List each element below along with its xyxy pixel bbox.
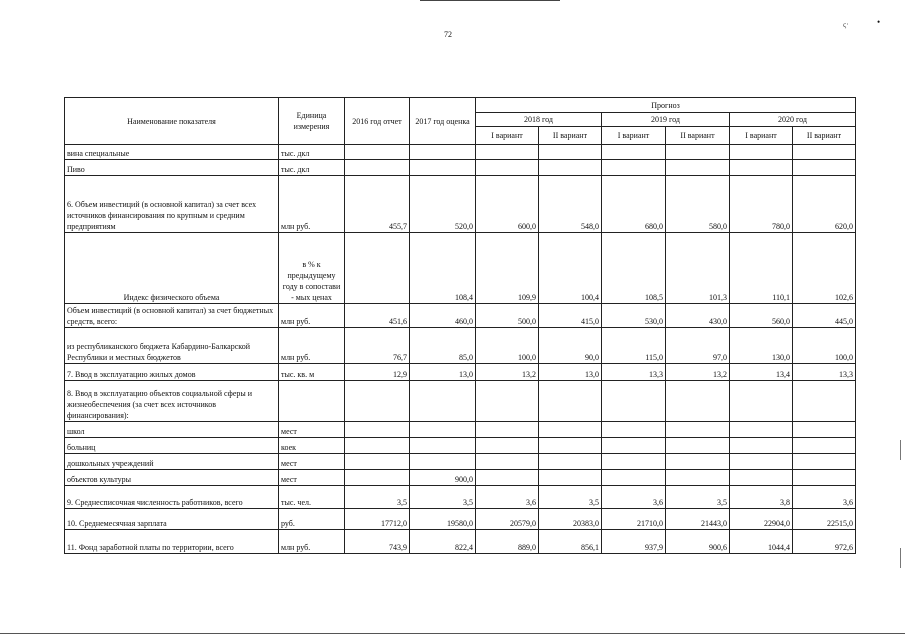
header-variant-2: II вариант <box>539 127 602 145</box>
row-value <box>539 438 602 454</box>
row-value: 100,4 <box>539 233 602 304</box>
row-value: 20579,0 <box>476 509 539 530</box>
row-value: 560,0 <box>730 304 793 328</box>
scan-mark: • <box>877 17 881 27</box>
scan-edge <box>900 440 901 460</box>
row-value: 13,0 <box>410 364 476 381</box>
row-value: 3,6 <box>793 486 856 509</box>
table-row <box>65 470 856 486</box>
row-unit: млн руб. <box>279 304 345 328</box>
row-value <box>730 422 793 438</box>
row-value: 76,7 <box>345 328 410 364</box>
row-value <box>345 233 410 304</box>
row-value <box>345 470 410 486</box>
row-value: 3,5 <box>539 486 602 509</box>
row-value: 856,1 <box>539 530 602 554</box>
table-row <box>65 176 856 233</box>
row-value: 900,0 <box>410 470 476 486</box>
scan-edge <box>900 548 901 568</box>
row-value <box>793 438 856 454</box>
row-name: вина специальные <box>65 145 279 160</box>
row-value: 900,6 <box>666 530 730 554</box>
row-unit: тыс. кв. м <box>279 364 345 381</box>
row-value: 600,0 <box>476 176 539 233</box>
row-value: 822,4 <box>410 530 476 554</box>
row-value: 3,8 <box>730 486 793 509</box>
header-forecast: Прогноз <box>476 98 856 113</box>
table-row <box>65 381 856 422</box>
row-value: 108,4 <box>410 233 476 304</box>
row-value: 110,1 <box>730 233 793 304</box>
row-value: 500,0 <box>476 304 539 328</box>
row-value <box>666 381 730 422</box>
row-value <box>410 145 476 160</box>
row-value: 19580,0 <box>410 509 476 530</box>
row-unit: млн руб. <box>279 328 345 364</box>
row-value <box>539 160 602 176</box>
header-variant-2: II вариант <box>793 127 856 145</box>
row-value: 430,0 <box>666 304 730 328</box>
row-value <box>666 438 730 454</box>
row-value: 108,5 <box>602 233 666 304</box>
table-row <box>65 304 856 328</box>
row-unit: коек <box>279 438 345 454</box>
row-value <box>476 470 539 486</box>
row-value <box>410 422 476 438</box>
header-2016: 2016 год отчет <box>345 98 410 145</box>
row-value: 102,6 <box>793 233 856 304</box>
row-value <box>602 422 666 438</box>
row-value <box>602 470 666 486</box>
row-name: из республиканского бюджета Кабардино-Балкарской Республики и местных бюджетов <box>65 328 279 364</box>
row-value <box>602 160 666 176</box>
header-2020: 2020 год <box>730 113 856 127</box>
row-value: 13,2 <box>476 364 539 381</box>
table-row <box>65 438 856 454</box>
row-value: 1044,4 <box>730 530 793 554</box>
row-value: 972,6 <box>793 530 856 554</box>
row-value <box>793 381 856 422</box>
row-value <box>476 422 539 438</box>
row-value: 13,3 <box>602 364 666 381</box>
top-rule <box>420 0 560 1</box>
row-unit: тыс. дкл <box>279 160 345 176</box>
row-unit: руб. <box>279 509 345 530</box>
header-variant-2: II вариант <box>666 127 730 145</box>
row-value: 548,0 <box>539 176 602 233</box>
row-value: 90,0 <box>539 328 602 364</box>
row-value: 3,5 <box>410 486 476 509</box>
row-name: 11. Фонд заработной платы по территории, всего <box>65 530 279 554</box>
row-value: 455,7 <box>345 176 410 233</box>
row-value: 3,5 <box>666 486 730 509</box>
row-name: 9. Среднесписочная численность работников, всего <box>65 486 279 509</box>
row-value: 520,0 <box>410 176 476 233</box>
table-row <box>65 328 856 364</box>
table-row <box>65 364 856 381</box>
row-name: Объем инвестиций (в основной капитал) за счет бюджетных средств, всего: <box>65 304 279 328</box>
row-value <box>476 381 539 422</box>
row-value: 20383,0 <box>539 509 602 530</box>
forecast-table <box>64 97 856 554</box>
row-value <box>793 160 856 176</box>
row-value: 22515,0 <box>793 509 856 530</box>
header-name: Наименование показателя <box>65 98 279 145</box>
row-value <box>666 422 730 438</box>
row-value: 580,0 <box>666 176 730 233</box>
row-value: 3,5 <box>345 486 410 509</box>
row-value: 3,6 <box>476 486 539 509</box>
row-value: 445,0 <box>793 304 856 328</box>
table-row <box>65 145 856 160</box>
row-name: 8. Ввод в эксплуатацию объектов социальной сферы и жизнеобеспечения (за счет всех источников финансирования): <box>65 381 279 422</box>
row-value <box>345 381 410 422</box>
row-unit: тыс. дкл <box>279 145 345 160</box>
row-value <box>476 145 539 160</box>
table-row <box>65 509 856 530</box>
row-unit: мест <box>279 454 345 470</box>
row-value <box>602 438 666 454</box>
row-value: 13,2 <box>666 364 730 381</box>
header-2019: 2019 год <box>602 113 730 127</box>
row-value: 530,0 <box>602 304 666 328</box>
row-unit: мест <box>279 422 345 438</box>
row-value <box>666 454 730 470</box>
row-value: 743,9 <box>345 530 410 554</box>
row-value: 22904,0 <box>730 509 793 530</box>
row-name: больниц <box>65 438 279 454</box>
row-value <box>730 145 793 160</box>
table-row <box>65 530 856 554</box>
row-value <box>539 422 602 438</box>
row-unit: мест <box>279 470 345 486</box>
row-value: 101,3 <box>666 233 730 304</box>
row-name: школ <box>65 422 279 438</box>
row-value <box>476 454 539 470</box>
row-value <box>602 381 666 422</box>
row-value <box>345 438 410 454</box>
header-variant-1: I вариант <box>602 127 666 145</box>
row-value <box>410 454 476 470</box>
row-unit: в % к предыдущему году в сопостави - мых ценах <box>279 233 345 304</box>
page-number: 72 <box>444 30 452 39</box>
row-value: 680,0 <box>602 176 666 233</box>
row-value <box>730 454 793 470</box>
header-2017: 2017 год оценка <box>410 98 476 145</box>
row-name: объектов культуры <box>65 470 279 486</box>
row-value <box>793 470 856 486</box>
table-row <box>65 160 856 176</box>
row-value <box>345 145 410 160</box>
row-name: 7. Ввод в эксплуатацию жилых домов <box>65 364 279 381</box>
table-row <box>65 486 856 509</box>
row-value: 13,4 <box>730 364 793 381</box>
row-value: 13,0 <box>539 364 602 381</box>
row-value <box>666 470 730 486</box>
row-value <box>345 160 410 176</box>
row-name: дошкольных учреждений <box>65 454 279 470</box>
row-name: Пиво <box>65 160 279 176</box>
row-name: Индекс физического объема <box>65 233 279 304</box>
row-unit: млн руб. <box>279 176 345 233</box>
row-value <box>730 381 793 422</box>
table-row <box>65 233 856 304</box>
row-value <box>539 381 602 422</box>
header-2018: 2018 год <box>476 113 602 127</box>
row-value <box>666 160 730 176</box>
row-value <box>345 454 410 470</box>
row-value <box>345 422 410 438</box>
header-unit: Единица измерения <box>279 98 345 145</box>
row-value: 13,3 <box>793 364 856 381</box>
table-row <box>65 422 856 438</box>
row-value <box>476 160 539 176</box>
row-value: 415,0 <box>539 304 602 328</box>
row-value <box>793 454 856 470</box>
row-value: 21710,0 <box>602 509 666 530</box>
row-unit: тыс. чел. <box>279 486 345 509</box>
row-value: 17712,0 <box>345 509 410 530</box>
row-value: 780,0 <box>730 176 793 233</box>
row-value: 451,6 <box>345 304 410 328</box>
scan-mark: ς· <box>843 20 849 29</box>
row-value: 3,6 <box>602 486 666 509</box>
row-value <box>410 160 476 176</box>
row-unit: млн руб. <box>279 530 345 554</box>
row-value <box>476 438 539 454</box>
row-value: 620,0 <box>793 176 856 233</box>
row-value: 12,9 <box>345 364 410 381</box>
row-value: 100,0 <box>793 328 856 364</box>
row-value: 21443,0 <box>666 509 730 530</box>
row-value <box>666 145 730 160</box>
row-value: 97,0 <box>666 328 730 364</box>
header-variant-1: I вариант <box>476 127 539 145</box>
row-value <box>730 438 793 454</box>
row-value: 109,9 <box>476 233 539 304</box>
row-value <box>730 470 793 486</box>
row-value <box>793 145 856 160</box>
row-value <box>410 381 476 422</box>
row-value: 889,0 <box>476 530 539 554</box>
bottom-rule <box>0 633 905 634</box>
row-value: 115,0 <box>602 328 666 364</box>
row-name: 6. Объем инвестиций (в основной капитал) за счет всех источников финансирования по крупным и средним предприятиям <box>65 176 279 233</box>
row-value <box>410 438 476 454</box>
row-value <box>539 470 602 486</box>
row-value <box>602 454 666 470</box>
table-row <box>65 454 856 470</box>
row-value: 937,9 <box>602 530 666 554</box>
row-value <box>793 422 856 438</box>
row-unit <box>279 381 345 422</box>
row-value: 460,0 <box>410 304 476 328</box>
row-value <box>602 145 666 160</box>
header-variant-1: I вариант <box>730 127 793 145</box>
row-value <box>730 160 793 176</box>
row-value: 100,0 <box>476 328 539 364</box>
row-value <box>539 454 602 470</box>
row-value: 130,0 <box>730 328 793 364</box>
row-name: 10. Среднемесячная зарплата <box>65 509 279 530</box>
row-value <box>539 145 602 160</box>
row-value: 85,0 <box>410 328 476 364</box>
